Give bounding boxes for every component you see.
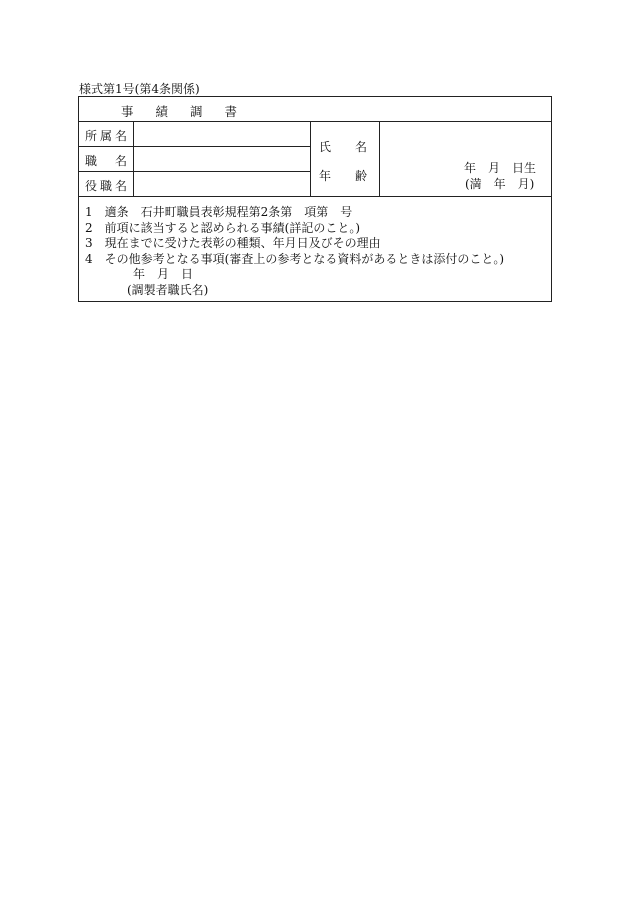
form-title: 事績調書	[121, 104, 260, 119]
affiliation-label: 所属名	[85, 129, 131, 143]
notes-section	[85, 205, 504, 298]
personal-column-divider	[379, 121, 380, 196]
affiliation-field[interactable]	[134, 122, 310, 146]
position-field[interactable]	[134, 147, 310, 171]
record-form	[78, 96, 552, 302]
date-line: 年 月 日	[133, 267, 194, 281]
role-field[interactable]	[134, 172, 310, 196]
note-item: 4 その他参考となる事項(審査上の参考となる資料があるときは添付のこと。)	[85, 251, 505, 266]
role-label: 役職名	[85, 179, 131, 193]
position-label: 職 名	[85, 154, 131, 168]
form-number-label: 様式第1号(第4条関係)	[79, 82, 200, 96]
notes-divider	[79, 196, 551, 197]
birthdate-text: 年 月 日生	[464, 161, 537, 175]
note-item: 2 前項に該当すると認められる事績(詳記のこと。)	[85, 220, 361, 235]
age-label: 年 齢	[319, 169, 368, 183]
name-label: 氏 名	[319, 140, 368, 154]
note-item: 1 適条 石井町職員表彰規程第2条第 項第 号	[85, 205, 353, 219]
value-column-divider	[310, 121, 311, 196]
preparer-label: (調製者職氏名)	[127, 282, 209, 297]
note-item: 3 現在までに受けた表彰の種類、年月日及びその理由	[85, 236, 381, 250]
age-full-text: (満 年 月)	[465, 177, 535, 191]
